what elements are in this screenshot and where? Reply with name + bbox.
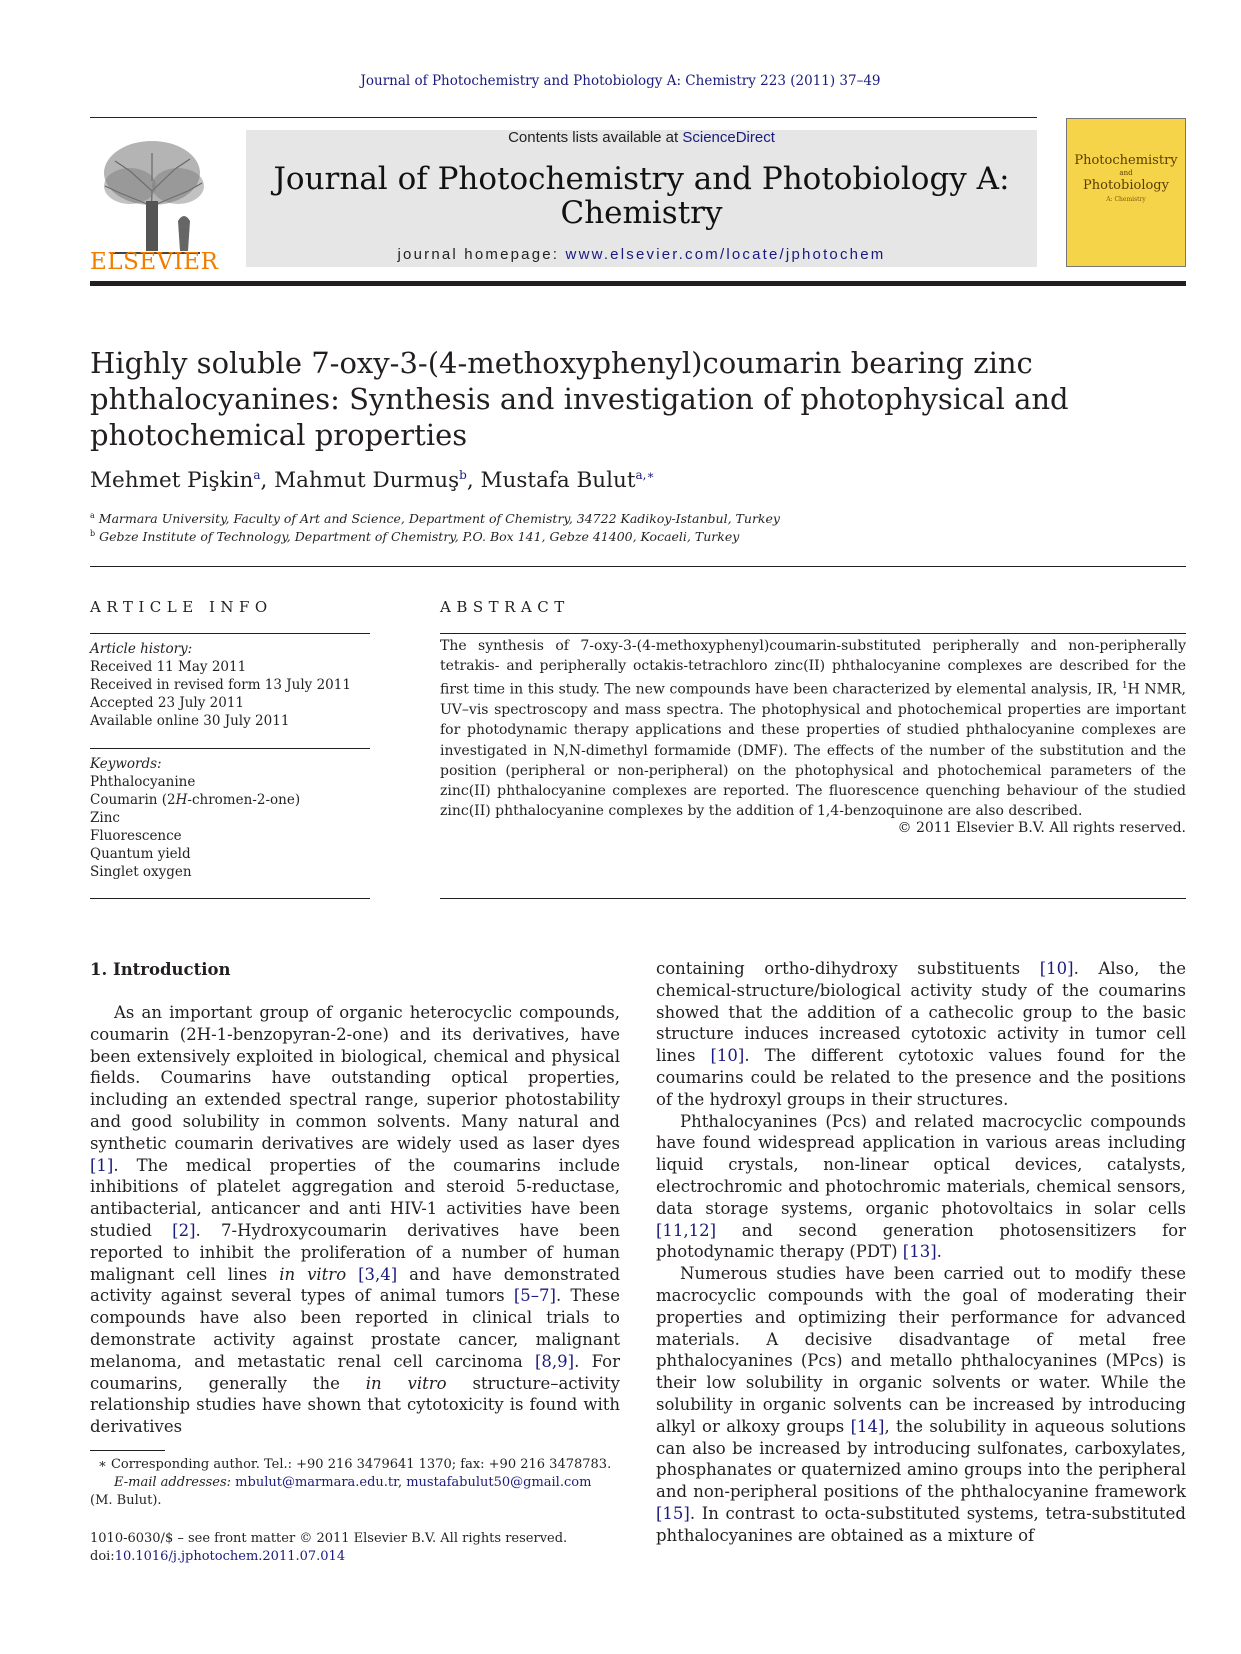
paragraph — [656, 1111, 1186, 1264]
abstract-part: H NMR, UV–vis spectroscopy and mass spectra. The photophysical and photochemical properties are important for photodynamic therapy applications and these properties of studied phthalocyanine complexes are investigated in N,N-dimethyl formamide (DMF). The effects of the number of the substitution and the position (peripheral or non-peripheral) on the photophysical and photochemical parameters of the zinc(II) phthalocyanine complexes are reported. The fluorescence quenching behaviour of the studied zinc(II) phthalocyanine complexes by the addition of 1,4-benzoquinone are also described. — [440, 682, 1186, 820]
keyword-item: Phthalocyanine — [90, 774, 196, 790]
doi-prefix: doi: — [90, 1549, 115, 1564]
cover-title-line2: and — [1119, 169, 1133, 177]
title-line3: photochemical properties — [90, 418, 468, 452]
text-run: . For coumarins, generally the — [90, 1351, 620, 1393]
footnote-rule — [90, 1450, 165, 1451]
paragraph — [656, 1263, 1186, 1546]
corresponding-author-footnote — [90, 1456, 650, 1510]
author-affiliation-mark[interactable]: a — [253, 468, 261, 482]
text-run: and second generation photosensitizers for photodynamic therapy (PDT) — [656, 1220, 1186, 1262]
citation-link[interactable]: [15] — [656, 1503, 690, 1523]
text-run: . 7-Hydroxycoumarin derivatives have been reported to inhibit the proliferation of a number of human malignant cell lines — [90, 1220, 620, 1284]
text-run: . In contrast to octa-substituted systems, tetra-substituted phthalocyanines are obtained as a mixture of — [656, 1503, 1186, 1545]
article-history — [90, 640, 370, 730]
keyword-item: Quantum yield — [90, 846, 191, 862]
abstract-heading: ABSTRACT — [440, 598, 570, 616]
email-link[interactable]: mbulut@marmara.edu.tr — [235, 1475, 398, 1490]
contents-line — [246, 129, 1037, 146]
text-run: . The medical properties of the coumarins include inhibitions of platelet aggregation and steroid 5-reductase, antibacterial, anticancer and anti HIV-1 activities have been studied — [90, 1155, 620, 1240]
doi-link[interactable]: 10.1016/j.jphotochem.2011.07.014 — [114, 1549, 346, 1564]
journal-title-line2: Chemistry — [560, 195, 723, 231]
text-run: containing ortho-dihydroxy substituents — [656, 959, 1040, 978]
abstract-superscript: 1 — [1121, 681, 1128, 692]
affiliation-mark: b — [90, 529, 96, 538]
running-head[interactable]: Journal of Photochemistry and Photobiology A: Chemistry 223 (2011) 37–49 — [360, 73, 881, 89]
citation-link[interactable]: [5–7] — [513, 1286, 556, 1306]
author-affiliation-mark[interactable]: b — [459, 468, 467, 482]
author-name: Mehmet Pişkin — [90, 468, 254, 494]
citation-link[interactable]: [10] — [710, 1046, 745, 1066]
keyword-item: Coumarin (2H-chromen-2-one) — [90, 792, 301, 808]
paragraph — [90, 1002, 620, 1438]
text-run: As an important group of organic heterocyclic compounds, coumarin (2H-1-benzopyran-2-one) and its derivatives, have been extensively exploited in biological, chemical and physical fields. Coumarins have outstanding optical properties, including an extended spectral range, superior photostability and good solubility in common solvents. Many natural and synthetic coumarin derivatives are widely used as laser dyes — [90, 1003, 620, 1153]
issn-line: 1010-6030/$ – see front matter © 2011 Elsevier B.V. All rights reserved. — [90, 1531, 568, 1546]
citation-link[interactable]: [13] — [902, 1242, 937, 1262]
text-run: structure–activity relationship studies have shown that cytotoxicity is found with derivatives — [90, 1373, 620, 1437]
affiliation-text: Gebze Institute of Technology, Department of Chemistry, P.O. Box 141, Gebze 41400, Kocaeli, Turkey — [99, 529, 740, 545]
text-run: . — [936, 1242, 942, 1262]
header-rule — [90, 117, 1037, 118]
article-info-rule — [90, 898, 370, 899]
text-run: . The different cytotoxic values found for the coumarins could be related to the presence and the positions of the hydroxyl groups in their structures. — [656, 1046, 1186, 1109]
cover-title-line1: Photochemistry — [1074, 153, 1178, 168]
cover-title — [1067, 153, 1185, 194]
cover-title-line3: Photobiology — [1083, 178, 1169, 193]
citation-link[interactable]: [2] — [172, 1220, 196, 1240]
title-line2: phthalocyanines: Synthesis and investigation of photophysical and — [90, 382, 1069, 416]
issn-block — [90, 1530, 567, 1566]
journal-title-line1: Journal of Photochemistry and Photobiology A: — [273, 161, 1010, 197]
author-name: Mustafa Bulut — [480, 468, 636, 494]
text-run: and have demonstrated activity against several types of animal tumors — [90, 1264, 621, 1306]
abstract-text — [440, 636, 1186, 821]
citation-link[interactable]: [11,12] — [656, 1220, 717, 1240]
citation-link[interactable]: [8,9] — [534, 1351, 575, 1371]
affiliation — [90, 511, 780, 526]
history-label: Article history: — [90, 641, 193, 657]
body-column-left — [90, 1002, 620, 1438]
keywords-label: Keywords: — [90, 756, 162, 772]
keyword-item: Zinc — [90, 810, 120, 826]
abstract-rule — [440, 633, 1186, 634]
cover-subtitle: A: Chemistry — [1106, 196, 1146, 203]
author-separator: , — [260, 468, 275, 494]
abstract-part: The synthesis of 7-oxy-3-(4-methoxyphenyl)coumarin-substituted peripherally and non-peripherally tetrakis- and peripherally octakis-tetrachloro zinc(II) phthalocyanine complexes are described for the first time in this study. The new compounds have been characterized by elemental analysis, IR, — [440, 638, 1186, 699]
title-line1: Highly soluble 7-oxy-3-(4-methoxyphenyl)coumarin bearing zinc — [90, 346, 1033, 380]
body-column-right — [656, 958, 1186, 1547]
journal-title — [246, 162, 1037, 230]
text-run: in vitro — [365, 1373, 447, 1393]
article-info-heading: ARTICLE INFO — [90, 598, 273, 616]
text-run: in vitro — [279, 1264, 347, 1284]
text-run: Numerous studies have been carried out to modify these macrocyclic compounds with the goal of moderating their properties and optimizing their performance for advanced materials. A decisive disadvantage of metal free phthalocyanines (Pcs) and metallo phthalocyanines (MPcs) is their low solubility in organic solvents or water. While the solubility in organic solvents can be increased by introducing alkyl or alkoxy groups — [656, 1264, 1186, 1436]
paragraph — [656, 958, 1186, 1111]
email-label: E-mail addresses: — [114, 1475, 236, 1490]
footnote-text: (M. Bulut). — [90, 1493, 162, 1508]
affiliation-text: Marmara University, Faculty of Art and Science, Department of Chemistry, 34722 Kadikoy-Istanbul, Turkey — [98, 511, 780, 527]
footnote-text: Corresponding author. Tel.: +90 216 3479641 1370; fax: +90 216 3478783. — [106, 1457, 612, 1472]
author-affiliation-mark[interactable]: a,∗ — [635, 468, 655, 482]
text-run: Phthalocyanines (Pcs) and related macrocyclic compounds have found widespread application in various areas including liquid crystals, non-linear optical devices, catalysts, electrochromic and photochromic materials, chemical sensors, data storage systems, organic photovoltaics in solar cells — [656, 1111, 1186, 1218]
citation-link[interactable]: [10] — [1039, 959, 1074, 978]
text-run: . Also, the chemical-structure/biological activity study of the coumarins showed that the addition of a cathecolic group to the basic structure induces increased cytotoxic activity in tumor cell lines — [656, 959, 1186, 1066]
footnote-star: ∗ — [98, 1457, 107, 1472]
citation-link[interactable]: [3,4] — [358, 1264, 398, 1284]
introduction-heading: 1. Introduction — [90, 960, 231, 979]
history-item: Accepted 23 July 2011 — [90, 695, 245, 711]
history-item: Received in revised form 13 July 2011 — [90, 677, 351, 693]
keyword-item: Fluorescence — [90, 828, 182, 844]
article-info-rule — [90, 633, 370, 634]
author-separator: , — [466, 468, 481, 494]
abstract-copyright: © 2011 Elsevier B.V. All rights reserved. — [897, 820, 1186, 836]
affiliation — [90, 529, 739, 544]
abstract-rule — [440, 898, 1186, 899]
affiliation-mark: a — [90, 511, 95, 520]
article-info-rule — [90, 748, 370, 749]
email-link[interactable]: mustafabulut50@gmail.com — [406, 1475, 592, 1490]
email-separator: , — [397, 1475, 407, 1490]
journal-homepage — [246, 246, 1037, 263]
keywords — [90, 755, 370, 881]
citation-link[interactable]: [14] — [850, 1416, 885, 1436]
contents-prefix: Contents lists available at — [508, 129, 683, 146]
journal-cover-image — [1066, 118, 1186, 267]
sciencedirect-link[interactable]: ScienceDirect — [682, 129, 775, 146]
history-item: Available online 30 July 2011 — [90, 713, 290, 729]
text-run — [346, 1265, 358, 1284]
homepage-link[interactable]: www.elsevier.com/locate/jphotochem — [565, 246, 886, 263]
keyword-item: Singlet oxygen — [90, 864, 192, 880]
homepage-prefix: journal homepage: — [397, 246, 566, 263]
history-item: Received 11 May 2011 — [90, 659, 247, 675]
section-rule — [90, 566, 1186, 567]
header-thick-rule — [90, 281, 1186, 286]
author-name: Mahmut Durmuş — [274, 468, 460, 494]
text-run: , the solubility in aqueous solutions can also be increased by introducing sulfonates, carboxylates, phosphanates or quaternized amino groups into the peripheral and non-peripheral positions of the phthalocyanine framework — [656, 1416, 1186, 1502]
text-run: . These compounds have also been reported in clinical trials to demonstrate activity against prostate cancer, malignant melanoma, and metastatic renal cell carcinoma — [90, 1286, 620, 1371]
citation-link[interactable]: [1] — [90, 1155, 114, 1175]
publisher-wordmark: ELSEVIER — [90, 249, 219, 275]
article-title — [90, 345, 1090, 453]
author-list — [90, 468, 655, 493]
